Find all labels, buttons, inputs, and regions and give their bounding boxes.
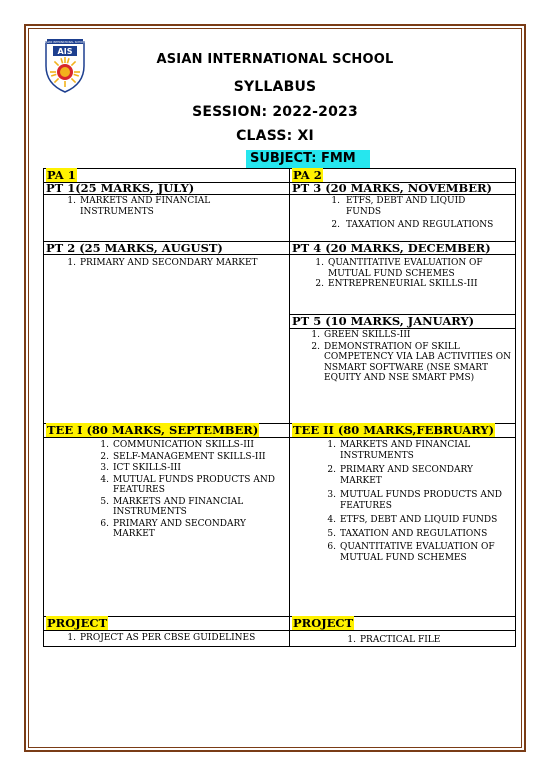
- list-item: 1. COMMUNICATION SKILLS-III: [100, 440, 254, 450]
- pt1-heading: PT 1(25 MARKS, JULY): [46, 181, 195, 195]
- row-divider: [43, 437, 516, 438]
- session-title: SESSION: 2022-2023: [192, 104, 358, 120]
- row-divider: [43, 630, 516, 631]
- list-item: 1. PROJECT AS PER CBSE GUIDELINES: [67, 633, 256, 643]
- list-item: 1. GREEN SKILLS-III: [311, 330, 411, 340]
- pt2-list: [62, 258, 282, 269]
- school-name: ASIAN INTERNATIONAL SCHOOL: [156, 52, 394, 67]
- list-item: 3. ICT SKILLS-III: [100, 463, 181, 473]
- list-item: 5. MARKETS AND FINANCIAL INSTRUMENTS: [100, 496, 244, 517]
- project2-heading: PROJECT: [293, 616, 354, 630]
- pt4-heading: PT 4 (20 MARKS, DECEMBER): [292, 241, 491, 255]
- pt4-list: [312, 258, 512, 290]
- project2-list: [342, 635, 512, 646]
- list-item: 2. TAXATION AND REGULATIONS: [331, 220, 494, 230]
- list-item: 3. MUTUAL FUNDS PRODUCTS AND FEATURES: [327, 490, 502, 511]
- tee2-list: [322, 440, 512, 563]
- list-item: 1. MARKETS AND FINANCIAL INSTRUMENTS: [67, 196, 211, 217]
- logo-tagline: ASIAN INTERNATIONAL SCHOOL: [44, 41, 86, 44]
- pt2-heading: PT 2 (25 MARKS, AUGUST): [46, 241, 223, 255]
- tee1-heading: TEE I (80 MARKS, SEPTEMBER): [47, 423, 259, 437]
- list-item: 4. MUTUAL FUNDS PRODUCTS AND FEATURES: [100, 474, 275, 495]
- list-item: 4. ETFS, DEBT AND LIQUID FUNDS: [327, 515, 498, 525]
- pa2-heading: PA 2: [293, 168, 322, 182]
- list-item: 2. ENTREPRENEURIAL SKILLS-III: [315, 279, 478, 289]
- row-divider: [289, 328, 516, 329]
- logo-text: AIS: [57, 47, 73, 56]
- pt1-list: [62, 196, 232, 217]
- list-item: 2. DEMONSTRATION OF SKILL COMPETENCY VIA LAB ACTIVITIES ON NSMART SOFTWARE (NSE SMART EQUITY AND NSE SMART PMS): [311, 341, 512, 383]
- table-column-divider: [289, 168, 290, 647]
- list-item: 1. QUANTITATIVE EVALUATION OF MUTUAL FUND SCHEMES: [315, 258, 483, 279]
- tee1-list: [95, 440, 285, 540]
- syllabus-table: [43, 168, 516, 647]
- pt5-heading: PT 5 (10 MARKS, JANUARY): [292, 314, 475, 328]
- list-item: 6. PRIMARY AND SECONDARY MARKET: [100, 518, 246, 539]
- list-item: 1. PRACTICAL FILE: [347, 635, 441, 645]
- list-item: 2. SELF-MANAGEMENT SKILLS-III: [100, 451, 266, 462]
- pa1-heading: PA 1: [47, 168, 76, 182]
- list-item: 1. PRIMARY AND SECONDARY MARKET: [67, 258, 258, 268]
- class-title: CLASS: XI: [236, 128, 314, 144]
- list-item: 6. QUANTITATIVE EVALUATION OF MUTUAL FUND SCHEMES: [327, 542, 495, 563]
- list-item: 2. PRIMARY AND SECONDARY MARKET: [327, 465, 473, 486]
- list-item: 1. MARKETS AND FINANCIAL INSTRUMENTS: [327, 440, 471, 461]
- list-item: 1. ETFS, DEBT AND LIQUID FUNDS: [331, 196, 466, 217]
- pt3-heading: PT 3 (20 MARKS, NOVEMBER): [292, 181, 492, 195]
- row-divider: [43, 616, 516, 617]
- pt5-list: [306, 330, 511, 384]
- pt3-list: [326, 196, 514, 231]
- syllabus-title: SYLLABUS: [233, 79, 317, 95]
- subject-title: SUBJECT: FMM: [246, 150, 370, 168]
- project1-list: [62, 633, 282, 644]
- list-item: 5. TAXATION AND REGULATIONS: [327, 528, 488, 539]
- tee2-heading: TEE II (80 MARKS,FEBRUARY): [293, 423, 495, 437]
- project1-heading: PROJECT: [47, 616, 108, 630]
